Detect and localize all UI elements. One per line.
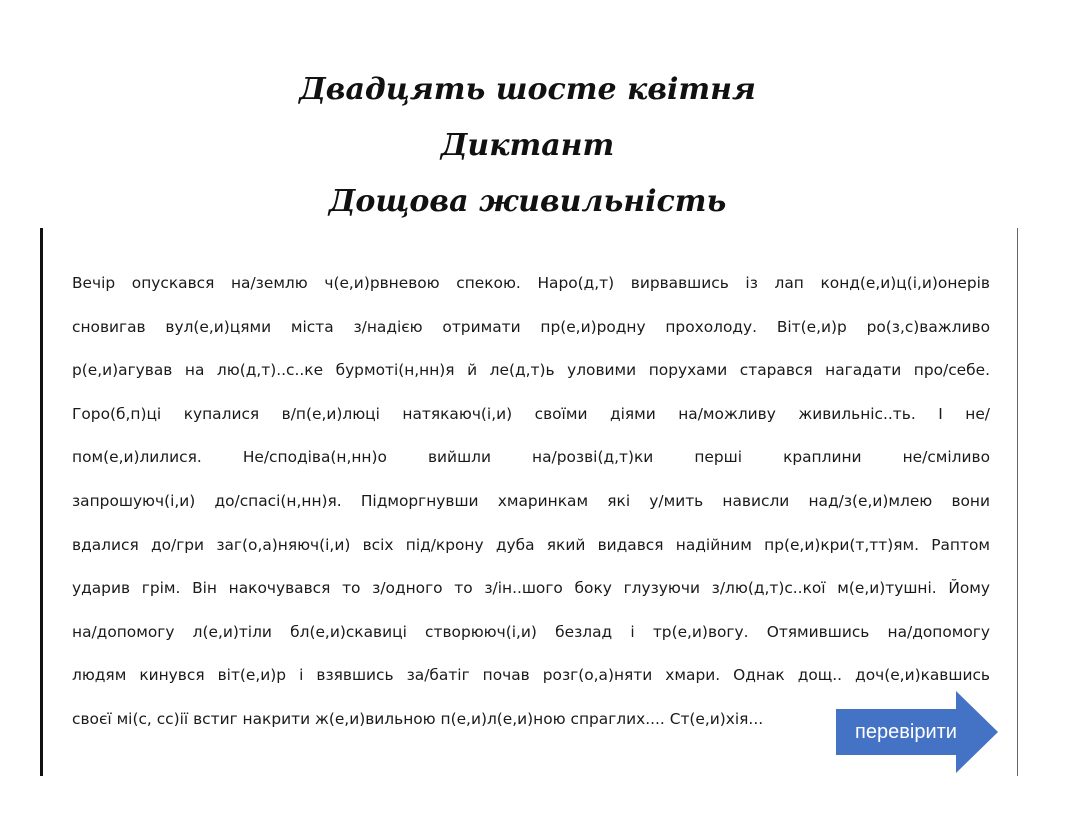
dictation-line-2: сновигав вул(е,и)цями міста з/надією отримати пр(е,и)родну прохолоду. Віт(е,и)р ро(з,с)важливо: [72, 317, 990, 336]
dictation-line-11: своєї мі(с, сс)ії встиг накрити ж(е,и)вильною п(е,и)л(е,и)ною спраглих.... Ст(е,и)хія...: [72, 709, 764, 728]
dictation-line-8: ударив грім. Він накочувався то з/одного то з/ін..шого боку глузуючи з/лю(д,т)с..кої м(е,и)тушні. Йому: [72, 579, 990, 598]
check-button[interactable]: [836, 691, 998, 773]
left-border-line: [40, 228, 43, 776]
dictation-text: [72, 262, 990, 742]
dictation-title: Дощова живильність: [328, 184, 727, 219]
check-button-label: перевірити: [855, 721, 957, 743]
dictation-line-5: пом(е,и)лилися. Не/сподіва(н,нн)о вийшли на/розві(д,т)ки перші краплини не/сміливо: [72, 448, 990, 467]
dictation-line-3: р(е,и)агував на лю(д,т)..с..ке бурмоті(н,нн)я й ле(д,т)ь уловими порухами старався нагадати про/себе.: [72, 361, 990, 380]
date-heading: Двадцять шосте квітня: [299, 72, 756, 107]
title-block: [0, 62, 1055, 230]
right-border-line: [1017, 228, 1018, 776]
dictation-line-1: Вечір опускався на/землю ч(е,и)рвневою спекою. Наро(д,т) вирвавшись із лап конд(е,и)ц(і,и)онерів: [72, 274, 990, 292]
dictation-line-7: вдалися до/гри заг(о,а)няюч(і,и) всіх під/крону дуба який видався надійним пр(е,и)кри(т,тт)ям. Раптом: [72, 535, 990, 554]
dictation-line-6: запрошуюч(і,и) до/спасі(н,нн)я. Підморгнувши хмаринкам які у/мить нависли над/з(е,и)млею вони: [72, 491, 990, 510]
dictation-line-9: на/допомогу л(е,и)тіли бл(е,и)скавиці створююч(і,и) безлад і тр(е,и)вогу. Отямившись на/допомогу: [72, 622, 990, 641]
dictation-line-10: людям кинувся віт(е,и)р і взявшись за/батіг почав розг(о,а)няти хмари. Однак дощ.. доч(е,и)кавшись: [72, 666, 990, 685]
dictation-type-heading: Диктант: [440, 128, 615, 163]
dictation-line-4: Горо(б,п)ці купалися в/п(е,и)люці натякаюч(і,и) своїми діями на/можливу живильніс..ть. І не/: [72, 404, 990, 423]
